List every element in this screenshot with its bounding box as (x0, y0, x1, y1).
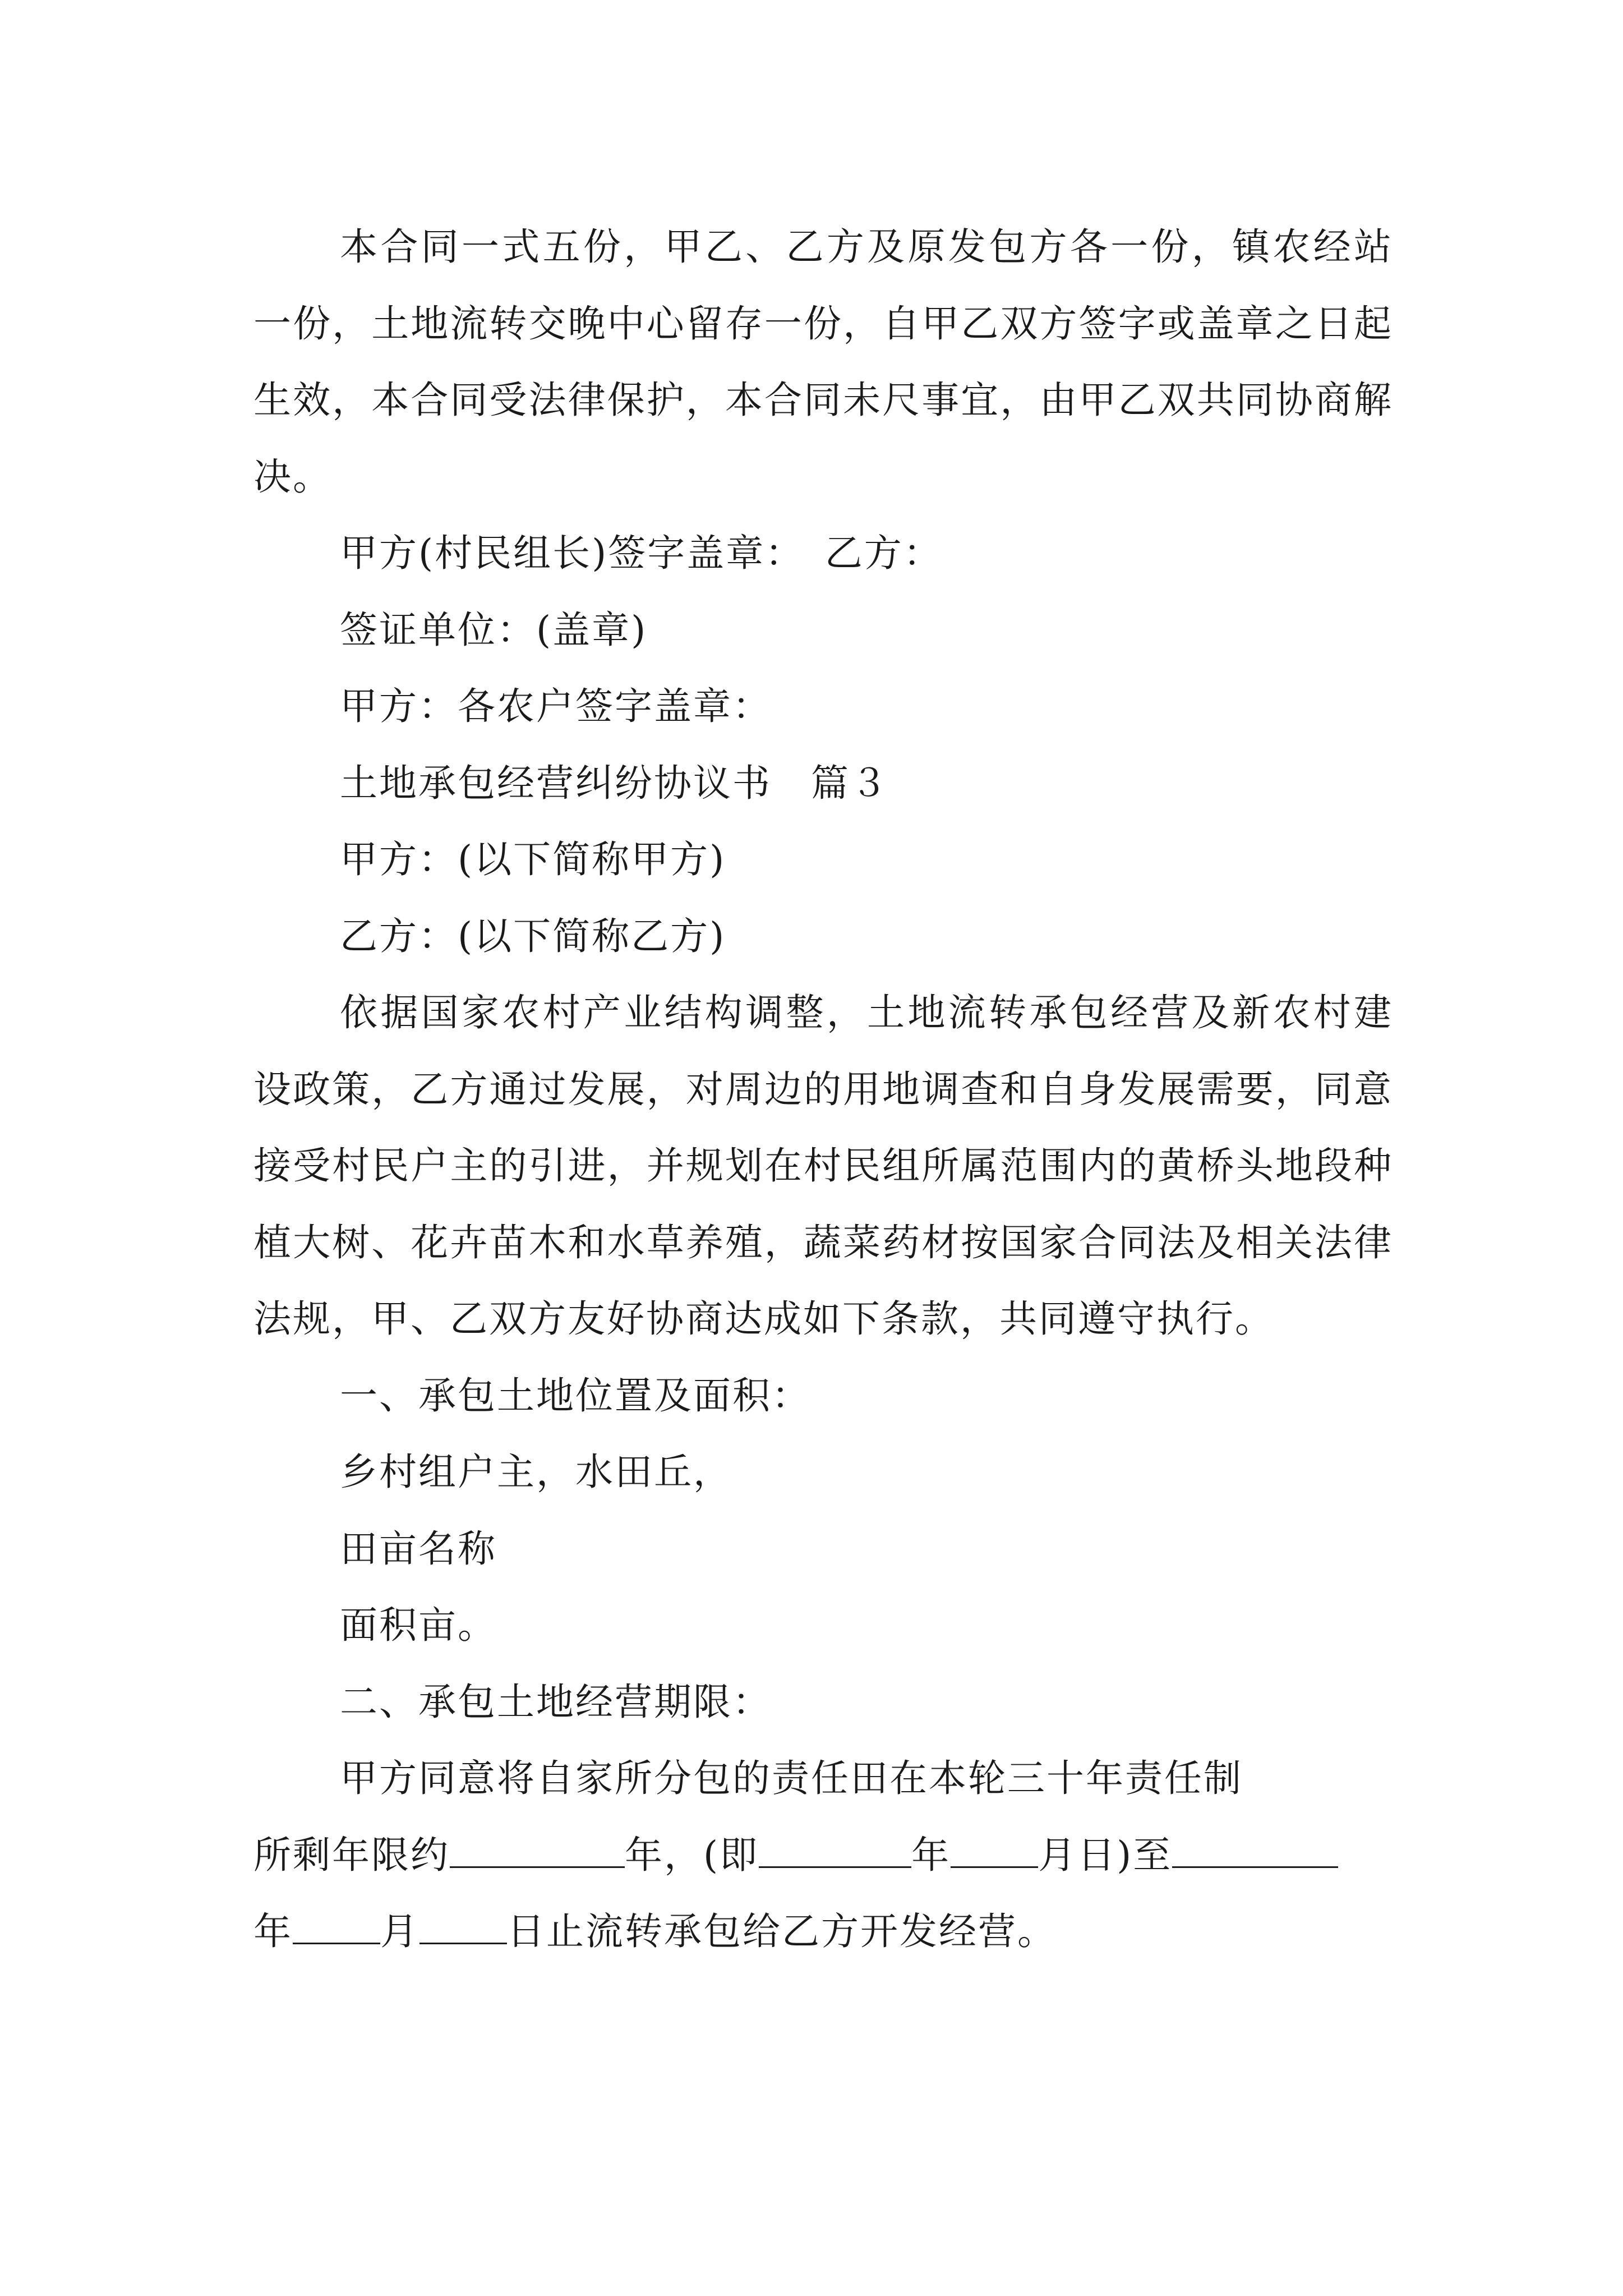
item-area: 面积亩。 (340, 1603, 497, 1647)
term-line-3 (253, 1893, 1393, 1970)
heading-term: 二、承包土地经营期限： (340, 1680, 772, 1724)
item-village-householder: 乡村组户主，水田丘， (340, 1450, 732, 1494)
party-b-line: 乙方：(以下简称乙方) (340, 914, 726, 958)
term-text-remaining: 所剩年限约 (253, 1833, 450, 1877)
heading-land-location: 一、承包土地位置及面积： (340, 1373, 811, 1418)
blank-start-year[interactable] (759, 1834, 911, 1868)
term-text-month-day-to: 月日)至 (1038, 1833, 1173, 1877)
term-text-end: 日止流转承包给乙方开发经营。 (507, 1910, 1057, 1953)
blank-start-month[interactable] (951, 1834, 1038, 1868)
section-title: 土地承包经营纠纷协议书 篇３ (340, 761, 889, 805)
term-line-2 (253, 1817, 1393, 1894)
term-text-year: 年 (911, 1833, 951, 1877)
paragraph-copies-effect: 本合同一式五份，甲乙、乙方及原发包方各一份，镇农经站一份，土地流转交晚中心留存一份，自甲乙双方签字或盖章之日起生效，本合同受法律保护，本合同未尺事宜，由甲乙双共同协商解决。 (253, 225, 1393, 499)
blank-end-year[interactable] (1172, 1834, 1338, 1868)
blank-end-month[interactable] (293, 1910, 380, 1944)
paragraph-basis: 依据国家农村产业结构调整，土地流转承包经营及新农村建设政策，乙方通过发展，对周边的用地调查和自身发展需要，同意接受村民户主的引进，并规划在村民组所属范围内的黄桥头地段种植大树、花卉苗木和水草养殖，蔬菜药材按国家合同法及相关法律法规，甲、乙双方友好协商达成如下条款，共同遵守执行。 (253, 991, 1393, 1341)
term-text-year-ie: 年，(即 (625, 1833, 759, 1877)
term-text-end-month: 月 (380, 1910, 419, 1953)
signature-line-households: 甲方：各农户签字盖章： (340, 684, 772, 728)
signature-line-party-a: 甲方(村民组长)签字盖章： 乙方： (340, 531, 943, 575)
term-text-end-year: 年 (253, 1910, 293, 1953)
party-a-line: 甲方：(以下简称甲方) (340, 838, 726, 881)
blank-end-day[interactable] (419, 1910, 507, 1944)
blank-years[interactable] (450, 1834, 625, 1868)
signature-line-certifying-unit: 签证单位：(盖章) (340, 608, 648, 652)
document-body (253, 209, 1393, 1970)
item-field-name: 田亩名称 (340, 1526, 497, 1571)
term-line-1: 甲方同意将自家所分包的责任田在本轮三十年责任制 (340, 1756, 1243, 1800)
